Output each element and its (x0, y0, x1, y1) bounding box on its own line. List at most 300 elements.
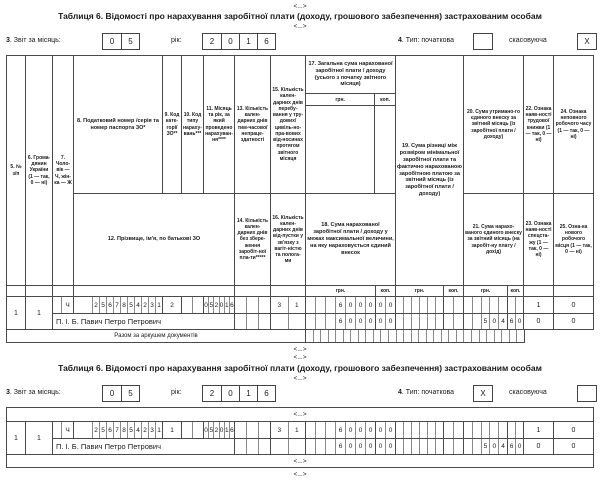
cell-sick-days (235, 297, 271, 314)
truncation-marker: <...> (293, 3, 307, 10)
cell-sum20-grn (464, 297, 508, 314)
col-header-21: 21. Сума нарахо-ваного єдиного внеску за звітний місяць (на заробіт-ну плату / дохід) (464, 194, 524, 286)
digit-box (258, 439, 270, 454)
cell-sum17-grn (306, 422, 376, 439)
digit-box (396, 297, 403, 313)
digit-box (192, 422, 203, 438)
cell-accrual-type-code (182, 297, 204, 314)
digit-box (489, 297, 498, 313)
cell-maternity-days (271, 314, 306, 330)
digit-box (515, 297, 523, 313)
digit-box (444, 422, 453, 438)
digit-box: 5 (127, 422, 134, 438)
grn-unit-label: грн. (306, 286, 376, 297)
digit-box (315, 297, 325, 313)
sum17-grn-boxes (306, 422, 375, 438)
digit-box (182, 297, 192, 313)
digit-box: 6 (335, 314, 345, 329)
digit-box: 6 (229, 422, 234, 438)
digit-box (246, 422, 258, 438)
digit-box (486, 330, 494, 342)
year-label: рік: (171, 389, 182, 396)
digit-box: 8 (120, 422, 127, 438)
digit-box (403, 314, 411, 329)
record-row (7, 422, 594, 455)
sick-days-boxes (235, 297, 270, 313)
blank-cell (74, 286, 235, 297)
digit-box: X (480, 389, 486, 398)
digit-box (396, 422, 403, 438)
digit-box (472, 314, 481, 329)
grn-unit-label: грн. (306, 94, 375, 105)
digit-box: X (584, 37, 590, 46)
cell-work-days (271, 297, 306, 314)
digit-box: 7 (113, 297, 120, 313)
digit-box (325, 439, 335, 454)
field4-number: 4 (398, 389, 402, 396)
digit-box: 4 (498, 439, 507, 454)
sum17-grn-boxes (306, 297, 375, 313)
digit-box (388, 330, 396, 342)
cell-category-code (163, 297, 182, 314)
digit-box: 3 (148, 422, 155, 438)
digit-box (335, 330, 343, 342)
month-boxes (102, 385, 140, 402)
digit-box: 5 (99, 297, 106, 313)
truncation-marker: <...> (293, 354, 307, 361)
digit-box (516, 330, 524, 342)
sum21-grn-boxes (464, 314, 507, 329)
digit-box: 0 (385, 314, 395, 329)
field4-label: . Тип: початкова (401, 37, 455, 44)
cell-citizen-flag: 1 (26, 422, 53, 455)
digit-box: 1 (224, 297, 229, 313)
digit-box: 0 (355, 314, 365, 329)
digit-box (509, 330, 517, 342)
digit-box (235, 439, 246, 454)
digit-box (396, 330, 404, 342)
col-header-12: 12. Прізвище, ім'я, по батькові ЗО (74, 194, 235, 286)
digit-box: 3 (277, 426, 282, 434)
year-boxes (202, 33, 276, 50)
digit-box (441, 330, 449, 342)
digit-box: 5 (99, 422, 106, 438)
col-header-10: 10. Код типу нараху-вань*** (182, 56, 204, 194)
digit-box: 1 (170, 426, 174, 434)
col-header-18: 18. Сума нарахованої заробітної плати / доходу у межах максимальної величини, на яку нараховується єдиний внесок (306, 194, 396, 286)
cell-sum17-kop (376, 297, 396, 314)
cell-sum21-grn (464, 439, 508, 455)
digit-box: 3 (148, 297, 155, 313)
grn-unit-label: грн. (396, 286, 444, 297)
cell-work-days (271, 422, 306, 439)
cell-sum19-grn (396, 422, 444, 439)
digit-box (489, 422, 498, 438)
cell-part-time-flag: 0 (554, 297, 594, 314)
digit-box (328, 330, 336, 342)
col17-blank (306, 106, 375, 193)
cell-sum19-kop (444, 297, 464, 314)
digit-box (578, 386, 596, 401)
digit-box: 0 (365, 439, 375, 454)
digit-box (494, 330, 502, 342)
digit-box: 6 (106, 297, 113, 313)
cell-part-time-flag: 0 (554, 422, 594, 439)
cell-citizen-flag: 1 (26, 297, 53, 330)
digit-box: 0 (355, 297, 365, 313)
digit-box: 2 (209, 37, 215, 46)
cell-sum18-kop (376, 439, 396, 455)
digit-box (403, 439, 411, 454)
digit-box (427, 314, 435, 329)
initial-type-box (473, 33, 493, 50)
digit-box: 0 (378, 301, 383, 309)
cell-new-workplace-flag: 0 (554, 314, 594, 330)
digit-box (271, 439, 288, 454)
digit-box (464, 314, 472, 329)
cell-sum17-grn (306, 297, 376, 314)
digit-box: 5 (121, 386, 139, 401)
col-header-11: 11. Місяць та рік, за який проведено нарахуван-ня**** (204, 56, 235, 194)
sum19-grn-boxes (396, 297, 443, 313)
digit-box: 0 (355, 439, 365, 454)
cell-special-service-flag: 0 (524, 439, 554, 455)
digit-box (481, 297, 490, 313)
sex-boxes (61, 422, 73, 438)
cell-sum21-kop (508, 314, 524, 330)
truncation-marker: <...> (293, 346, 307, 353)
digit-box: 1 (288, 422, 306, 438)
digit-box (403, 422, 411, 438)
cell-new-workplace-flag: 0 (554, 439, 594, 455)
initial-type-box (473, 385, 493, 402)
digit-box (464, 422, 472, 438)
tax-number-boxes (92, 422, 162, 438)
digit-box: 0 (365, 297, 375, 313)
digit-box: Ч (65, 301, 70, 309)
cell-tax-number (74, 297, 163, 314)
cell-person-name: П. І. Б. Павич Петро Петрович (53, 314, 235, 330)
digit-box (435, 297, 443, 313)
digit-box: 1 (155, 297, 162, 313)
col-header-14: 14. Кількість кален-дарних днів без збере-ження заробіт-ної пла-ти***** (235, 194, 271, 286)
digit-box: 0 (489, 314, 498, 329)
col-header-6: 6. Грома-дянин України (1 — так, 0 — ні) (26, 56, 53, 286)
sum18-kop-boxes (376, 314, 395, 329)
payroll-table-bottom (6, 407, 594, 468)
digit-box: 0 (345, 422, 355, 438)
digit-box: 0 (365, 314, 375, 329)
col-header-24: 24. Ознака неповного робочого часу (1 — так, 0 — ні) (554, 56, 594, 194)
digit-box (498, 422, 507, 438)
digit-box (419, 314, 427, 329)
sum18-grn-boxes (306, 314, 375, 329)
col-header-25: 25. Озна-ка нового робочого місця (1 — так, 0 — ні) (554, 194, 594, 286)
digit-box: 0 (345, 314, 355, 329)
digit-box (235, 422, 246, 438)
digit-box (433, 330, 441, 342)
tax-number-boxes (92, 297, 162, 313)
field3-label: . Звіт за місяць: (9, 37, 61, 44)
digit-box (444, 314, 453, 329)
total-row-label: Разом за аркушем документів (7, 330, 306, 343)
digit-box (343, 330, 351, 342)
blank-cell (235, 286, 271, 297)
digit-box (403, 330, 411, 342)
field3-number: 3 (6, 37, 10, 44)
cell-person-name: П. І. Б. Павич Петро Петрович (53, 439, 235, 455)
report-period-line (6, 384, 594, 404)
digit-box: 5 (481, 314, 490, 329)
digit-box (453, 439, 463, 454)
sum19b-kop-boxes (444, 439, 463, 454)
digit-box: 0 (345, 439, 355, 454)
kop-unit-label: коп. (376, 286, 396, 297)
blank-cell (26, 286, 53, 297)
cell-sum18-kop (376, 314, 396, 330)
digit-box: 6 (229, 297, 234, 313)
digit-box (418, 330, 426, 342)
maternity-days-boxes (271, 439, 305, 454)
grn-unit-label: грн. (464, 286, 508, 297)
digit-box: 0 (385, 297, 395, 313)
col-header-19: 19. Сума різниці між розміром мінімальної заробітної плати та фактично нарахованою заробітною платою за звітний місяць (із заробітної плати / доходу) (396, 56, 464, 286)
kop-unit-label: коп. (508, 286, 524, 297)
cell-month-year (204, 297, 235, 314)
digit-box (435, 439, 443, 454)
field3-label: . Звіт за місяць: (9, 389, 61, 396)
digit-box (501, 330, 509, 342)
digit-box (453, 314, 463, 329)
digit-box: 1 (239, 34, 257, 49)
digit-box (411, 330, 419, 342)
digit-box (258, 297, 270, 313)
digit-box (306, 439, 315, 454)
digit-box (419, 439, 427, 454)
sum19-kop-boxes (444, 297, 463, 313)
digit-box: 0 (204, 301, 208, 309)
digit-box (306, 297, 315, 313)
truncation-marker: <...> (293, 375, 307, 382)
digit-box (306, 314, 315, 329)
digit-box: 6 (257, 34, 275, 49)
digit-box (472, 422, 481, 438)
digit-box: 0 (221, 34, 239, 49)
cell-sum21-grn (464, 314, 508, 330)
digit-box (325, 314, 335, 329)
category-boxes (163, 422, 181, 438)
col-header-22: 22. Ознака наяв-ності трудової книжки (1 — так, 0 — ні) (524, 56, 554, 194)
digit-box: 6 (509, 443, 514, 450)
kop-unit-label: коп. (444, 286, 464, 297)
digit-box (411, 297, 419, 313)
work-days-boxes (271, 422, 305, 438)
digit-box (515, 422, 523, 438)
cell-month-year (204, 422, 235, 439)
kop-unit-label: коп. (380, 96, 391, 103)
blank-cell (7, 286, 26, 297)
digit-box: 5 (121, 34, 139, 49)
cell-special-service-flag: 0 (524, 314, 554, 330)
field4-label: . Тип: початкова (401, 389, 455, 396)
page-title: Таблиця 6. Відомості про нарахування заробітної плати (доходу, грошового забезпечення) застрахованим особам (58, 363, 542, 373)
blank-cell (53, 286, 74, 297)
digit-box (315, 422, 325, 438)
digit-box: 0 (378, 318, 383, 325)
cell-sum19b-kop (444, 439, 464, 455)
digit-box (464, 297, 472, 313)
digit-box (419, 422, 427, 438)
digit-box (182, 422, 192, 438)
total-boxes (306, 330, 524, 342)
digit-box (453, 422, 463, 438)
digit-box: 1 (155, 422, 162, 438)
digit-box (463, 330, 471, 342)
digit-box (444, 439, 453, 454)
report-period-line (6, 32, 594, 52)
payroll-table-top (6, 55, 594, 343)
digit-box: 0 (345, 297, 355, 313)
digit-box: 0 (385, 422, 395, 438)
digit-box (313, 330, 321, 342)
digit-box: 5 (208, 297, 213, 313)
digit-box: 2 (213, 297, 218, 313)
digit-box: 6 (335, 439, 345, 454)
digit-box (358, 330, 366, 342)
digit-box: 7 (113, 422, 120, 438)
cell-maternity-days (271, 439, 306, 455)
sum19-grn-boxes (396, 422, 443, 438)
digit-box (508, 422, 515, 438)
total-row-cells (306, 330, 525, 343)
sum21-kop-boxes (508, 314, 523, 329)
year-boxes (202, 385, 276, 402)
money-units-row (7, 286, 594, 297)
sum19b-grn-boxes (396, 439, 443, 454)
col-header-9: 9. Код кате-горії ЗО** (163, 56, 182, 194)
digit-box (498, 297, 507, 313)
cancel-type-box (577, 385, 597, 402)
type-code-boxes (182, 422, 203, 438)
digit-box: 5 (208, 422, 213, 438)
digit-box: 0 (219, 422, 224, 438)
month-boxes (102, 33, 140, 50)
record-row (7, 297, 594, 330)
digit-box (427, 297, 435, 313)
cell-sum20-kop (508, 297, 524, 314)
cell-labor-book-flag: 1 (524, 297, 554, 314)
total-row (7, 330, 525, 343)
digit-box (288, 314, 306, 329)
truncation-marker-row: <...> (7, 455, 594, 468)
cancel-label: скасовуюча (509, 389, 547, 396)
digit-box (448, 330, 456, 342)
truncation-marker-row: <...> (7, 408, 594, 422)
digit-box (235, 297, 246, 313)
sum19b-grn-boxes (396, 314, 443, 329)
digit-box: 5 (481, 439, 490, 454)
digit-box (453, 297, 463, 313)
blank-cell (554, 286, 594, 297)
blank-cell (271, 286, 306, 297)
category-boxes (163, 297, 181, 313)
digit-box (411, 422, 419, 438)
digit-box (419, 297, 427, 313)
digit-box: 1 (239, 386, 257, 401)
digit-box (365, 330, 373, 342)
cell-sex (53, 422, 74, 439)
digit-box: 6 (257, 386, 275, 401)
digit-box: 1 (288, 297, 306, 313)
digit-box (464, 439, 472, 454)
digit-box: 0 (109, 37, 115, 46)
cell-sum19b-grn (396, 314, 444, 330)
digit-box: 2 (94, 426, 98, 434)
digit-box: 2 (141, 297, 148, 313)
cell-category-code (163, 422, 182, 439)
digit-box (325, 422, 335, 438)
digit-box: 4 (134, 422, 141, 438)
col-header-13: 13. Кількість кален-дарних днів тим-часової непраце-здатності (235, 56, 271, 194)
digit-box: 0 (515, 314, 523, 329)
cell-sum20-kop (508, 422, 524, 439)
digit-box (315, 314, 325, 329)
digit-box: 4 (498, 314, 507, 329)
cell-sum19-grn (396, 297, 444, 314)
digit-box (396, 314, 403, 329)
type-code-boxes (182, 297, 203, 313)
digit-box (479, 330, 487, 342)
truncation-marker: <...> (293, 23, 307, 30)
digit-box (192, 297, 203, 313)
digit-box: 3 (277, 301, 282, 309)
digit-box: 0 (219, 297, 224, 313)
digit-box (508, 297, 515, 313)
digit-box: 0 (385, 439, 395, 454)
digit-box: 2 (94, 301, 98, 309)
sum17-kop-boxes (376, 422, 395, 438)
blank-cell (524, 286, 554, 297)
digit-box (427, 439, 435, 454)
digit-box (411, 439, 419, 454)
digit-box: 0 (221, 386, 239, 401)
digit-box: 5 (127, 297, 134, 313)
digit-box (246, 439, 258, 454)
cancel-type-box (577, 33, 597, 50)
digit-box (380, 330, 388, 342)
digit-box (396, 439, 403, 454)
cell-sum18-grn (306, 314, 376, 330)
field4-number: 4 (398, 37, 402, 44)
digit-box (427, 422, 435, 438)
cell-sum20-grn (464, 422, 508, 439)
cancel-label: скасовуюча (509, 37, 547, 44)
cell-sum17-kop (376, 422, 396, 439)
month-year-boxes (204, 422, 234, 438)
sick-days-boxes (235, 422, 270, 438)
digit-box: 2 (170, 301, 174, 309)
digit-box (435, 314, 443, 329)
unpaid-days-boxes (235, 439, 270, 454)
digit-box: 0 (378, 426, 383, 434)
digit-box: 8 (120, 297, 127, 313)
digit-box (235, 314, 246, 329)
sum17-kop-boxes (376, 297, 395, 313)
col17-blank (375, 106, 395, 193)
digit-box: 0 (365, 422, 375, 438)
digit-box (474, 34, 492, 49)
digit-box (426, 330, 434, 342)
